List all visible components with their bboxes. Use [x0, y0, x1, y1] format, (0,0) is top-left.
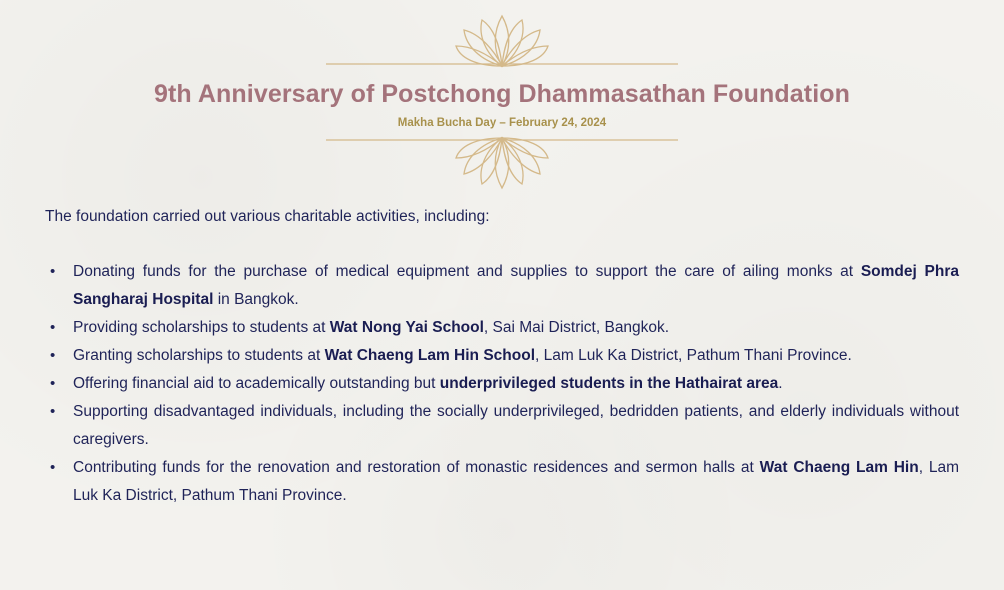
list-item: [45, 342, 959, 370]
bullet-icon: •: [50, 403, 56, 420]
item-text: Offering financial aid to academically outstanding but: [73, 375, 440, 392]
list-item: [45, 370, 959, 398]
item-text: Providing scholarships to students at: [73, 319, 330, 336]
item-text: Supporting disadvantaged individuals, including the socially underprivileged, bedridden patients, and elderly individuals without caregivers.: [73, 403, 959, 448]
item-highlight: Wat Nong Yai School: [329, 319, 484, 336]
bullet-icon: •: [50, 375, 56, 392]
item-text: in Bangkok.: [213, 291, 299, 308]
item-text: Granting scholarships to students at: [73, 347, 325, 364]
lotus-ornament-icon: [326, 8, 678, 70]
item-text: Contributing funds for the renovation and restoration of monastic residences and sermon halls at: [73, 459, 760, 476]
list-item: [45, 398, 959, 454]
header: [0, 0, 1004, 200]
item-highlight: Wat Chaeng Lam Hin School: [324, 347, 536, 364]
bullet-icon: •: [50, 319, 56, 336]
page-subtitle: Makha Bucha Day – February 24, 2024: [397, 117, 607, 129]
bullet-icon: •: [50, 263, 56, 280]
item-highlight: Wat Chaeng Lam Hin: [759, 459, 919, 476]
item-text: , Lam Luk Ka District, Pathum Thani Province.: [535, 347, 852, 364]
lotus-ornament-icon: [326, 134, 678, 196]
bullet-icon: •: [50, 459, 56, 476]
list-item: [45, 454, 959, 510]
page-title: 9th Anniversary of Postchong Dhammasathan Foundation: [153, 80, 851, 108]
bullet-icon: •: [50, 347, 56, 364]
item-text: , Lam Luk Ka District, Pathum Thani Province.: [73, 459, 960, 504]
item-text: .: [778, 375, 783, 392]
activity-list: [45, 258, 959, 510]
list-item: [45, 314, 959, 342]
item-highlight: underprivileged students in the Hathairat area: [439, 375, 779, 392]
item-text: , Sai Mai District, Bangkok.: [483, 319, 670, 336]
list-item: [45, 258, 959, 314]
item-text: Donating funds for the purchase of medical equipment and supplies to support the care of ailing monks at: [73, 263, 861, 280]
item-highlight: Somdej Phra Sangharaj Hospital: [73, 263, 959, 308]
intro-text: The foundation carried out various charitable activities, including:: [45, 208, 490, 225]
